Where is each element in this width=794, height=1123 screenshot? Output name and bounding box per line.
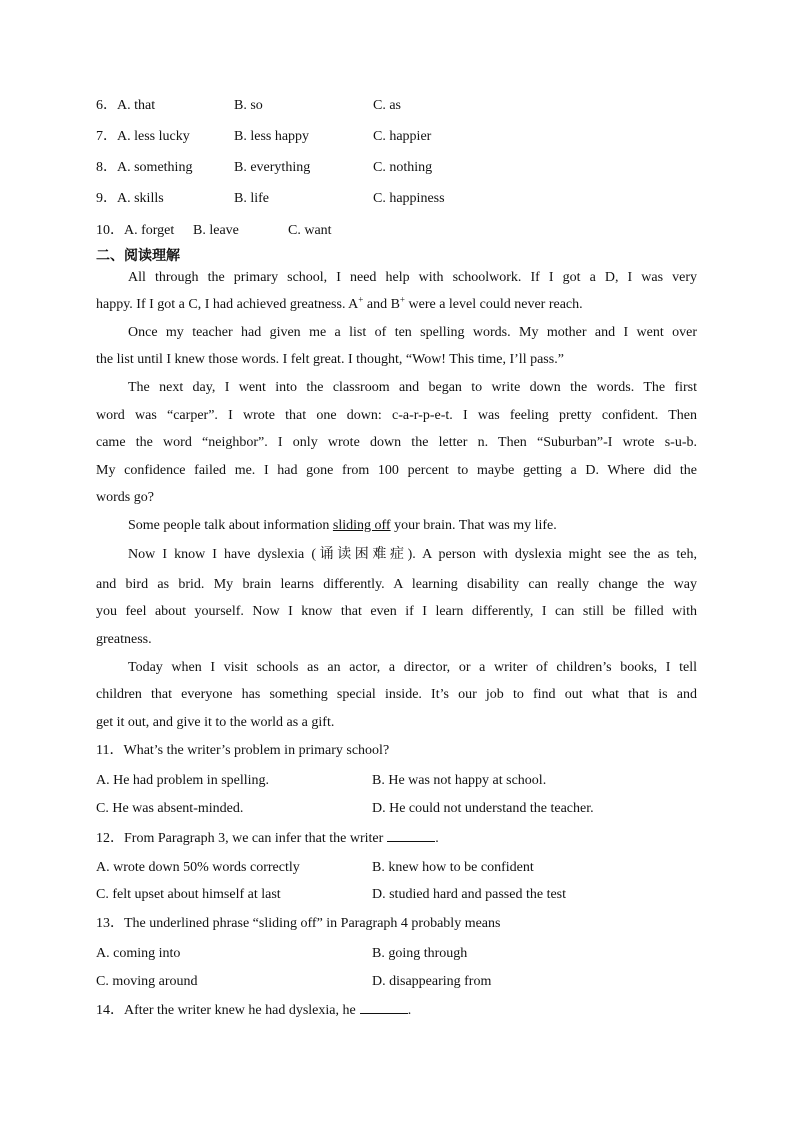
question-13-stem: 13．The underlined phrase “sliding off” in Paragraph 4 probably means <box>96 916 501 931</box>
option-a: A. skills <box>117 191 164 206</box>
passage-line: The next day, I went into the classroom and began to write down the words. The first <box>128 380 697 395</box>
option-b: B. He was not happy at school. <box>372 773 547 788</box>
passage-line: word was “carper”. I wrote that one down: c-a-r-p-e-t. I was feeling pretty confident. Then <box>96 408 697 423</box>
option-a: A. coming into <box>96 946 181 961</box>
option-b: B. knew how to be confident <box>372 860 534 875</box>
option-b: B. so <box>234 98 263 113</box>
option-d: D. disappearing from <box>372 974 492 989</box>
option-a: A. He had problem in spelling. <box>96 773 270 788</box>
passage-line: Today when I visit schools as an actor, a director, or a writer of children’s books, I tell <box>128 660 697 675</box>
passage-line: the list until I knew those words. I felt great. I thought, “Wow! This time, I’ll pass.” <box>96 352 564 367</box>
section-heading: 二、阅读理解 <box>96 248 180 264</box>
question-number: 6． <box>96 98 117 113</box>
option-a: A. that <box>117 98 156 113</box>
passage-text: Some people talk about information <box>128 518 333 533</box>
question-number: 10． <box>96 223 124 238</box>
option-b: B. less happy <box>234 129 310 144</box>
passage-line: All through the primary school, I need help with schoolwork. If I got a D, I was very <box>128 270 697 285</box>
question-10 <box>96 221 174 241</box>
option-c: C. felt upset about himself at last <box>96 887 281 902</box>
passage-text: happy. If I got a C, I had achieved greatness. A <box>96 297 359 312</box>
option-b: B. everything <box>234 160 311 175</box>
passage-text: and B <box>363 297 400 312</box>
option-b: B. life <box>234 191 269 206</box>
option-c: C. happiness <box>373 191 445 206</box>
option-a: A. forget <box>124 223 175 238</box>
option-a: A. something <box>117 160 193 175</box>
passage-line: and bird as brid. My brain learns differently. A learning disability can really change the way <box>96 577 697 592</box>
passage-line <box>96 295 583 315</box>
option-c: C. as <box>373 98 401 113</box>
period: . <box>435 831 439 846</box>
option-c: C. happier <box>373 129 432 144</box>
option-b: B. going through <box>372 946 468 961</box>
answer-blank <box>387 828 435 842</box>
question-7 <box>96 127 190 147</box>
passage-text: were a level could never reach. <box>405 297 583 312</box>
option-d: D. He could not understand the teacher. <box>372 801 594 816</box>
question-number: 7． <box>96 129 117 144</box>
option-c: C. moving around <box>96 974 198 989</box>
question-8 <box>96 158 192 178</box>
passage-line: greatness. <box>96 632 152 647</box>
option-d: D. studied hard and passed the test <box>372 887 567 902</box>
option-b: B. leave <box>193 223 239 238</box>
passage-line: children that everyone has something special inside. It’s our job to find out what that is and <box>96 687 697 702</box>
passage-line: My confidence failed me. I had gone from 100 percent to maybe getting a D. Where did the <box>96 463 697 478</box>
passage-line: Now I know I have dyslexia (诵读困难症). A person with dyslexia might see the as teh, <box>128 547 697 562</box>
underlined-phrase: sliding off <box>332 518 391 533</box>
passage-line: words go? <box>96 490 154 505</box>
passage-line: Once my teacher had given me a list of ten spelling words. My mother and I went over <box>128 325 697 340</box>
question-number: 9． <box>96 191 117 206</box>
option-a: A. wrote down 50% words correctly <box>96 860 300 875</box>
question-11-stem: 11．What’s the writer’s problem in primary school? <box>96 743 390 758</box>
option-c: C. He was absent-minded. <box>96 801 244 816</box>
question-14-stem <box>96 1000 411 1021</box>
passage-text: your brain. That was my life. <box>390 518 557 533</box>
question-6 <box>96 96 155 116</box>
passage-line: you feel about yourself. Now I know that even if I learn differently, I can still be filled with <box>96 604 697 619</box>
option-c: C. want <box>288 223 332 238</box>
question-text: 12．From Paragraph 3, we can infer that the writer <box>96 831 384 846</box>
option-c: C. nothing <box>373 160 433 175</box>
passage-line: came the word “neighbor”. I only wrote down the letter n. Then “Suburban”-I wrote s-u-b. <box>96 435 697 450</box>
answer-blank <box>360 1000 408 1014</box>
question-9 <box>96 189 164 209</box>
passage-line: get it out, and give it to the world as a gift. <box>96 715 335 730</box>
passage-line <box>128 516 557 536</box>
period: . <box>407 1003 412 1018</box>
plus-superscript: + <box>358 294 364 305</box>
question-number: 8． <box>96 160 117 175</box>
option-a: A. less lucky <box>117 129 190 144</box>
question-12-stem <box>96 828 439 849</box>
question-text: 14．After the writer knew he had dyslexia, he <box>96 1003 356 1018</box>
plus-superscript: + <box>399 294 405 305</box>
